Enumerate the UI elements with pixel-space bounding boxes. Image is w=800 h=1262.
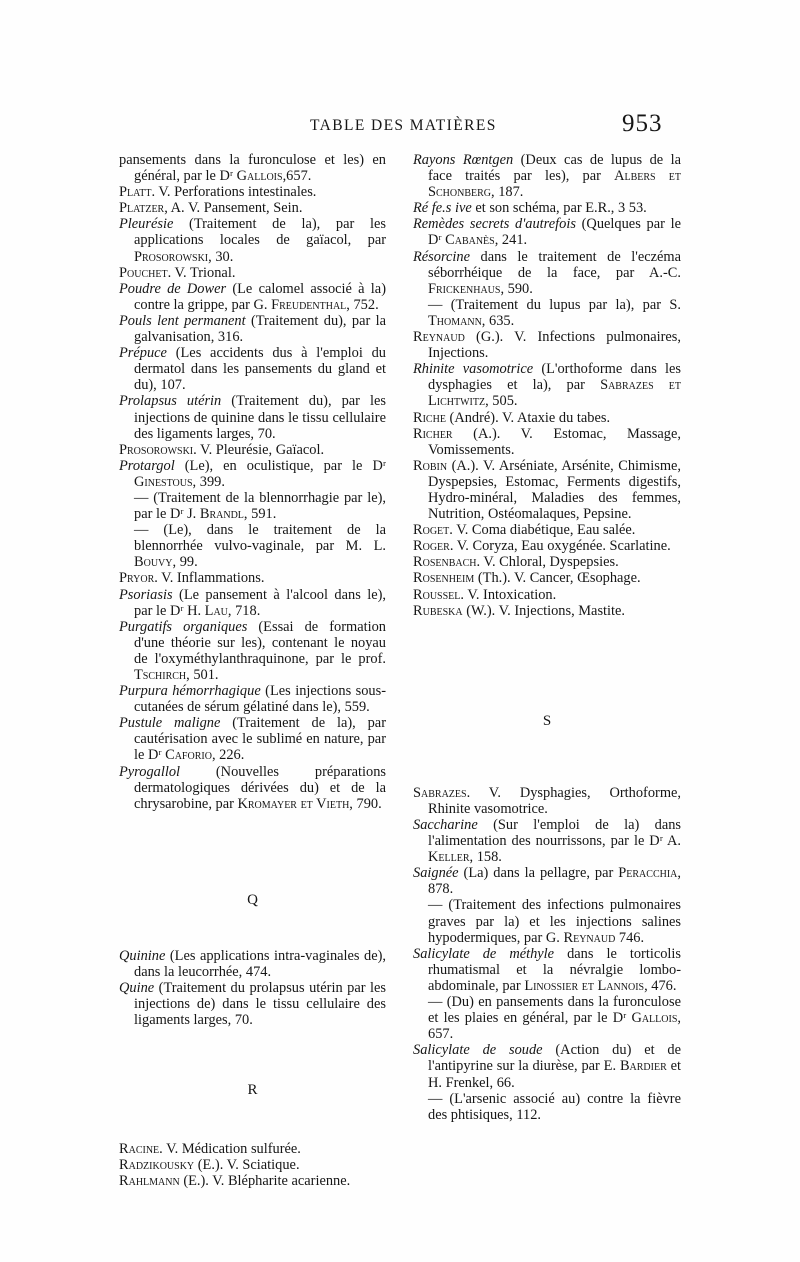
entry-text: (Le), en oculistique, par le Dʳ bbox=[174, 457, 386, 474]
entry-reference: et H. Frenkel, 66. bbox=[428, 1058, 682, 1091]
entry-reference: , 226. bbox=[211, 747, 245, 764]
entry-author: Riche bbox=[413, 409, 446, 426]
section-letter-q: Q bbox=[247, 891, 258, 908]
index-entry bbox=[119, 522, 386, 570]
entry-text: (Le calomel associé à la) contre la grippe, par G. bbox=[134, 280, 386, 313]
entry-reference: , 878. bbox=[428, 865, 681, 898]
entry-keyword: Protargol bbox=[119, 457, 175, 474]
index-entry bbox=[413, 200, 681, 216]
entry-author: Tschirch bbox=[134, 667, 187, 683]
left-column bbox=[119, 152, 386, 1189]
entry-reference: , 790. bbox=[349, 795, 382, 812]
index-entry bbox=[119, 1173, 386, 1189]
left-entries bbox=[119, 152, 386, 812]
entry-reference: . V. Trional. bbox=[167, 264, 236, 281]
entry-reference: . V. Inflammations. bbox=[154, 570, 265, 587]
index-entry bbox=[119, 587, 386, 619]
entry-keyword: Remèdes secrets d'autrefois bbox=[413, 216, 576, 233]
entry-reference: ,657. bbox=[282, 168, 312, 185]
index-entry bbox=[119, 313, 386, 345]
entry-author: Robin bbox=[413, 457, 448, 474]
entry-reference: , 187. bbox=[491, 184, 524, 201]
index-entry bbox=[413, 1091, 681, 1123]
entry-author: Roger bbox=[413, 538, 450, 555]
index-entry bbox=[413, 785, 681, 817]
entry-keyword: Saccharine bbox=[413, 817, 478, 833]
entry-reference: , 505. bbox=[485, 393, 518, 410]
entry-keyword: Prépuce bbox=[119, 345, 167, 362]
entry-author: Racine bbox=[119, 1140, 160, 1157]
entry-keyword: Salicylate de méthyle bbox=[413, 945, 555, 962]
index-entry bbox=[413, 361, 681, 409]
entry-reference: , 158. bbox=[469, 849, 502, 866]
entry-author: Rahlmann bbox=[119, 1172, 180, 1189]
entry-text: — (Traitement de la blennorrhagie par le), par le Dʳ J. bbox=[134, 489, 386, 523]
entry-text: — (Traitement des infections pulmonaires graves par la) et les injections salines hypodermiques, par G. bbox=[428, 897, 681, 946]
entry-author: Albers et Schonberg bbox=[428, 168, 681, 201]
entry-text: dans le traitement de l'eczéma séborrhéique de la face, par A.-C. bbox=[428, 248, 681, 281]
entry-author: Radzikousky bbox=[119, 1156, 195, 1173]
index-entry bbox=[119, 281, 386, 313]
entry-text: (Nouvelles préparations dermatologiques dérivées du) et de la chrysarobine, par bbox=[134, 763, 386, 812]
entry-keyword: Pyrogallol bbox=[119, 763, 181, 780]
index-entry bbox=[119, 948, 386, 980]
entry-author: Roussel bbox=[413, 586, 461, 603]
entry-author: Caforio bbox=[165, 747, 212, 764]
entry-author: Prosorowski bbox=[119, 441, 194, 458]
entry-text: (Action du) et de l'antipyrine sur la diurèse, par E. bbox=[428, 1042, 681, 1075]
index-entry bbox=[119, 216, 386, 264]
index-entry bbox=[119, 458, 386, 490]
entry-text: (Traitement de la), par cautérisation avec le sublimé en nature, par le Dʳ bbox=[134, 715, 386, 764]
entry-author: Rosenbach bbox=[413, 554, 477, 571]
entry-keyword: Pustule maligne bbox=[119, 715, 221, 732]
entry-keyword: Salicylate de soude bbox=[413, 1042, 543, 1059]
entry-text: (Les injections sous-cutanées de sérum gélatiné dans le), 559. bbox=[134, 683, 387, 716]
entry-author: Gallois bbox=[631, 1010, 678, 1027]
entry-author: Rubeska bbox=[413, 602, 463, 619]
entry-author: Bouvy bbox=[134, 554, 173, 571]
entry-author: Thomann bbox=[428, 312, 482, 329]
entry-author: Reynaud bbox=[563, 929, 616, 946]
index-entry bbox=[413, 865, 681, 897]
entry-reference: . V. Perforations intestinales. bbox=[151, 184, 317, 201]
index-entry bbox=[119, 442, 386, 458]
index-entry bbox=[413, 458, 681, 522]
entry-author: Rosenheim bbox=[413, 570, 475, 587]
entry-keyword: Quine bbox=[119, 980, 155, 997]
entry-reference: . V. Dysphagies, Orthoforme, Rhinite vasomotrice. bbox=[428, 784, 681, 817]
entry-text: (Sur l'emploi de la) dans l'alimentation des nourrissons, par le Dʳ A. bbox=[428, 817, 681, 850]
index-entry bbox=[413, 216, 681, 248]
index-entry bbox=[119, 345, 386, 393]
entry-keyword: Ré fe.s ive bbox=[413, 200, 472, 217]
entry-text: (Les accidents dus à l'emploi du dermatol dans les pansements du gland et du), 107. bbox=[134, 345, 386, 394]
index-entry bbox=[413, 297, 681, 329]
entry-reference: , 657. bbox=[428, 1010, 681, 1043]
entry-text: pansements dans la furonculose et les) en général, par le Dʳ bbox=[119, 152, 386, 185]
entry-reference: . V. Médication sulfurée. bbox=[159, 1140, 301, 1157]
index-entry bbox=[413, 1042, 681, 1090]
entry-author: Reynaud bbox=[413, 329, 465, 346]
entry-author: Kromayer et Vieth bbox=[237, 795, 350, 812]
entry-reference: , 752. bbox=[346, 296, 379, 313]
page-number: 953 bbox=[622, 110, 663, 137]
index-entry bbox=[413, 249, 681, 297]
entry-author: Platzer, A. bbox=[119, 200, 185, 217]
entry-text: — (Traitement du lupus par la), par S. bbox=[428, 296, 681, 313]
entry-text: — (L'arsenic associé au) contre la fièvre des phtisiques, 112. bbox=[428, 1090, 681, 1123]
index-entry bbox=[413, 410, 681, 426]
entry-author: Ginestous bbox=[134, 473, 193, 490]
index-entry bbox=[413, 329, 681, 361]
entry-author: Pouchet bbox=[119, 264, 168, 281]
entry-keyword: Rayons Rœntgen bbox=[413, 152, 514, 168]
entry-reference: . V. Intoxication. bbox=[460, 586, 557, 603]
right-entries bbox=[413, 152, 681, 619]
right-column bbox=[413, 152, 681, 1123]
index-entry bbox=[119, 490, 386, 522]
entry-author: Richer bbox=[413, 425, 453, 442]
entry-reference: , 241. bbox=[494, 232, 528, 249]
entry-keyword: Psoriasis bbox=[119, 586, 173, 603]
entry-text: — (Du) en pansements dans la furonculose et les plaies en général, par le Dʳ bbox=[428, 994, 681, 1027]
entry-reference: , 635. bbox=[481, 312, 515, 329]
entry-text: (Traitement de la), par les applications locales de gaïacol, par bbox=[134, 216, 386, 249]
index-entry bbox=[119, 683, 386, 715]
entry-keyword: Purpura hémorrhagique bbox=[119, 683, 261, 700]
index-entry bbox=[413, 603, 681, 619]
r-entries bbox=[119, 1141, 386, 1189]
index-entry bbox=[119, 570, 386, 586]
entry-reference: (E.). V. Sciatique. bbox=[194, 1156, 300, 1173]
index-entry bbox=[119, 1141, 386, 1157]
s-entries bbox=[413, 785, 681, 1123]
entry-author: Linossier et Lannois bbox=[524, 977, 645, 994]
entry-reference: , 591. bbox=[243, 506, 277, 523]
index-entry bbox=[413, 538, 681, 554]
entry-keyword: Pleurésie bbox=[119, 216, 174, 233]
index-entry bbox=[119, 619, 386, 683]
entry-keyword: Purgatifs organiques bbox=[119, 618, 248, 635]
entry-keyword: Pouls lent permanent bbox=[119, 312, 246, 329]
entry-author: Peracchia bbox=[618, 865, 678, 882]
entry-reference: . V. Coma diabétique, Eau salée. bbox=[449, 522, 636, 539]
entry-author: Lau bbox=[204, 602, 228, 619]
index-entry bbox=[119, 152, 386, 184]
entry-reference: 746. bbox=[615, 929, 645, 946]
entry-reference: , 476. bbox=[644, 977, 677, 994]
index-entry bbox=[119, 200, 386, 216]
index-entry bbox=[119, 715, 386, 763]
entry-reference: (A.). V. Arséniate, Arsénite, Chimisme, Dyspepsies, Estomac, Ferments digestifs, Hydro-minéral, Maladies des femmes, Nutrition, Ostéomalaques, Pepsine. bbox=[428, 457, 681, 523]
entry-text: (Quelques par le Dʳ bbox=[428, 216, 681, 249]
entry-author: Brandl bbox=[199, 506, 244, 523]
entry-text: (Les applications intra-vaginales de), dans la leucorrhée, 474. bbox=[134, 947, 386, 981]
entry-text: (Traitement du), par la galvanisation, 316. bbox=[134, 312, 386, 346]
entry-reference: , 501. bbox=[186, 667, 219, 683]
entry-author: Cabanès bbox=[445, 232, 495, 249]
entry-author: Bardier bbox=[619, 1058, 667, 1075]
entry-reference: (W.). V. Injections, Mastite. bbox=[462, 602, 626, 619]
entry-reference: , 718. bbox=[227, 602, 261, 619]
entry-text: (Deux cas de lupus de la face traités par les), par bbox=[428, 152, 681, 185]
index-entry bbox=[413, 897, 681, 945]
entry-reference: . V. Chloral, Dyspepsies. bbox=[476, 554, 619, 571]
index-entry bbox=[413, 152, 681, 200]
index-entry bbox=[413, 587, 681, 603]
entry-keyword: Poudre de Dower bbox=[119, 280, 227, 297]
entry-reference: , 590. bbox=[500, 280, 533, 297]
index-entry bbox=[413, 570, 681, 586]
section-letter-s: S bbox=[542, 712, 552, 729]
entry-text: (Traitement du), par les injections de quinine dans le tissu cellulaire des ligaments larges, 70. bbox=[134, 393, 386, 442]
entry-text: (Essai de formation d'une théorie sur les), contenant le noyau de l'oxyméthylanthraquinone, par le prof. bbox=[134, 618, 387, 667]
entry-reference: . V. Pleurésie, Gaïacol. bbox=[193, 441, 325, 458]
section-letter-r: R bbox=[247, 1082, 258, 1099]
entry-author: Platt bbox=[119, 184, 152, 201]
entry-reference: (Th.). V. Cancer, Œsophage. bbox=[474, 570, 641, 587]
index-entry bbox=[413, 994, 681, 1042]
entry-author: Sabrazes bbox=[413, 784, 467, 801]
entry-text: (La) dans la pellagre, par bbox=[458, 865, 619, 882]
entry-reference: (E.). V. Blépharite acarienne. bbox=[179, 1172, 351, 1189]
entry-author: Gallois bbox=[236, 168, 283, 185]
entry-reference: (André). V. Ataxie du tabes. bbox=[445, 409, 611, 426]
entry-text: (L'orthoforme dans les dysphagies et la), par bbox=[428, 361, 681, 394]
entry-author: Prosorowski bbox=[134, 248, 209, 265]
entry-author: Sabrazes et Lichtwitz bbox=[428, 377, 681, 410]
entry-text: (Le pansement à l'alcool dans le), par le Dʳ H. bbox=[134, 586, 386, 619]
entry-reference: (G.). V. Infections pulmonaires, Injections. bbox=[428, 329, 681, 362]
entry-reference: , 99. bbox=[172, 554, 198, 571]
entry-keyword: Saignée bbox=[413, 865, 459, 882]
entry-keyword: Quinine bbox=[119, 947, 166, 964]
index-entry bbox=[413, 554, 681, 570]
entry-author: Freudenthal bbox=[271, 296, 347, 313]
entry-text: (Traitement du prolapsus utérin par les injections de) dans le tissu cellulaire des ligaments larges, 70. bbox=[134, 980, 386, 1029]
entry-author: Frickenhaus bbox=[428, 280, 501, 297]
index-entry bbox=[119, 764, 386, 812]
entry-keyword: Résorcine bbox=[413, 248, 471, 265]
entry-text: — (Le), dans le traitement de la blennorrhée vulvo-vaginale, par M. L. bbox=[134, 522, 386, 555]
index-entry bbox=[413, 426, 681, 458]
running-title: TABLE DES MATIÈRES bbox=[310, 117, 497, 134]
index-entry bbox=[119, 184, 386, 200]
entry-reference: (A.). V. Estomac, Massage, Vomissements. bbox=[428, 425, 681, 458]
entry-author: Pryor bbox=[119, 570, 155, 587]
entry-author: Roget bbox=[413, 522, 450, 539]
entry-keyword: Rhinite vasomotrice bbox=[413, 361, 534, 378]
index-entry bbox=[119, 1157, 386, 1173]
q-entries bbox=[119, 948, 386, 1028]
index-entry bbox=[413, 522, 681, 538]
entry-reference: , 399. bbox=[192, 473, 225, 490]
entry-reference: , 30. bbox=[208, 248, 234, 265]
index-entry bbox=[119, 980, 386, 1028]
entry-reference: V. Pansement, Sein. bbox=[184, 200, 303, 217]
index-entry bbox=[119, 265, 386, 281]
entry-keyword: Prolapsus utérin bbox=[119, 393, 222, 410]
entry-author: Keller bbox=[428, 849, 470, 866]
entry-reference: . V. Coryza, Eau oxygénée. Scarlatine. bbox=[449, 538, 671, 555]
entry-text: dans le torticolis rhumatismal et la névralgie lombo-abdominale, par bbox=[428, 945, 682, 994]
index-entry bbox=[413, 946, 681, 994]
index-entry bbox=[413, 817, 681, 865]
entry-text: et son schéma, par E.R., 3 53. bbox=[471, 200, 647, 217]
index-entry bbox=[119, 393, 386, 441]
